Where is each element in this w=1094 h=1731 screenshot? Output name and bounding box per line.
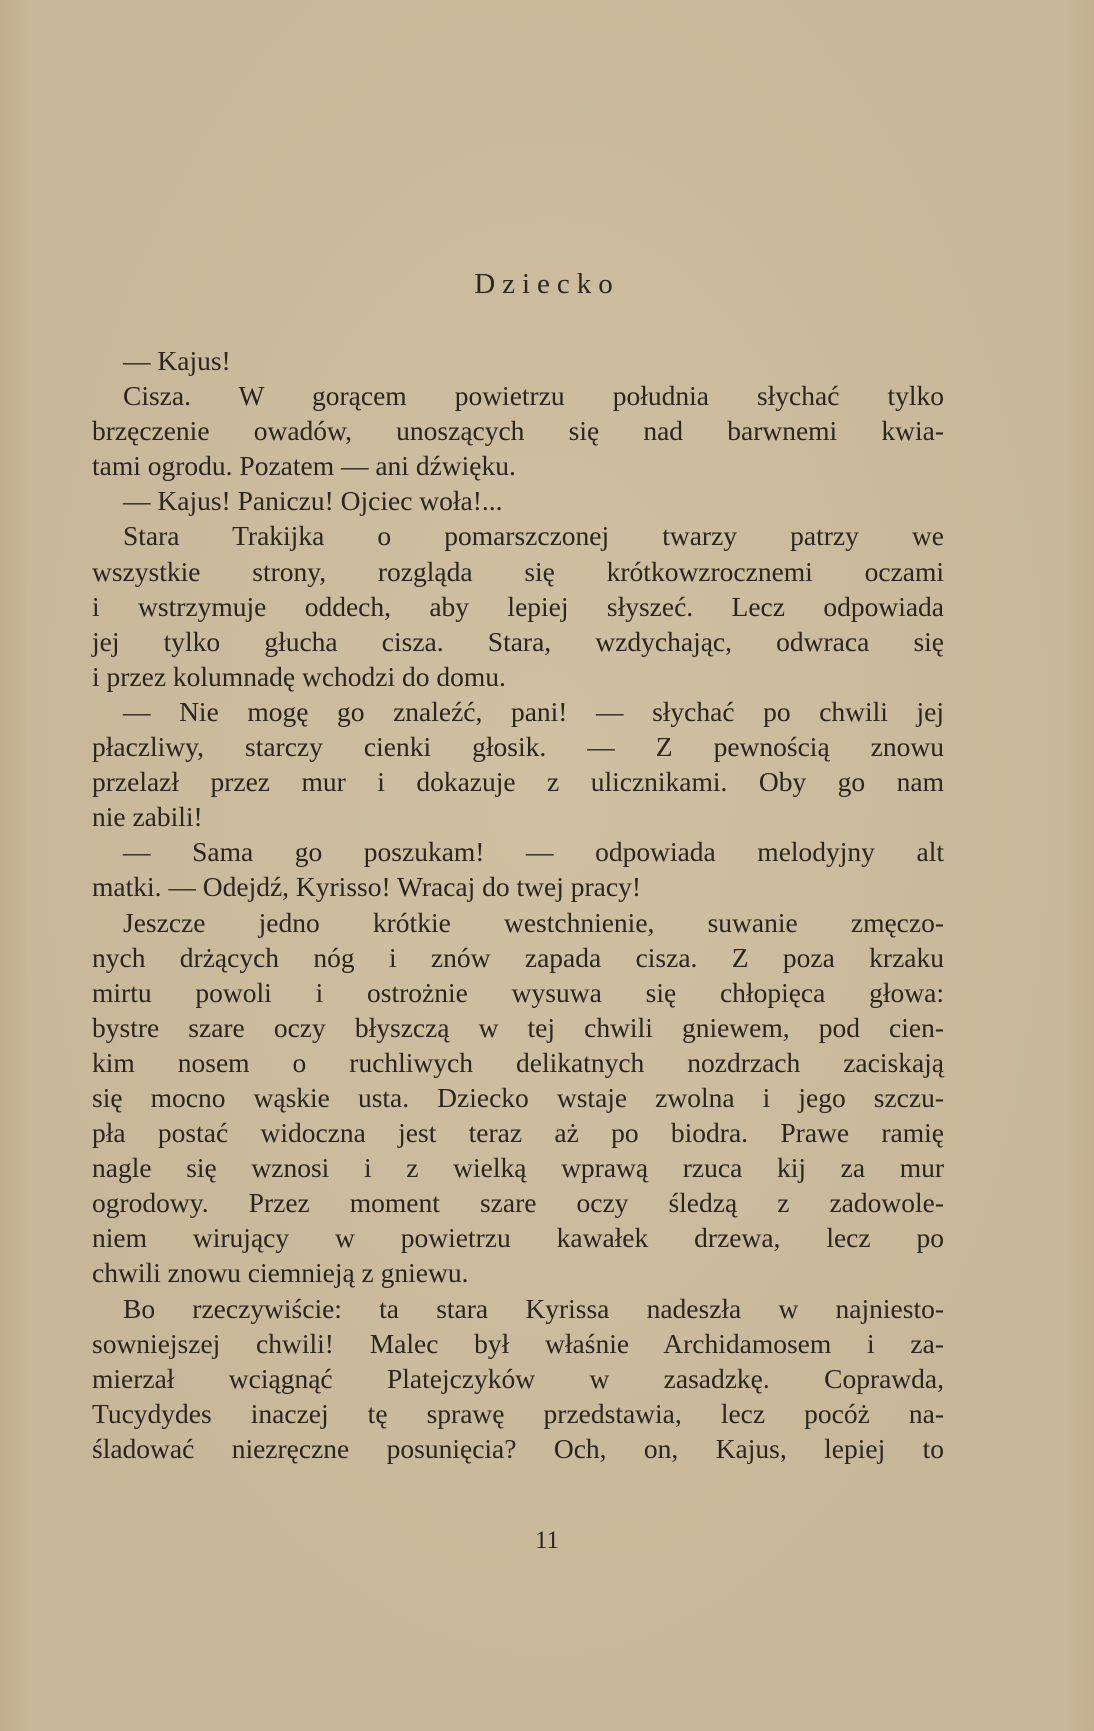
text-line: pła postać widoczna jest teraz aż po biodra. Prawe ramię (92, 1117, 944, 1149)
text-line: mierzał wciągnąć Platejczyków w zasadzkę. Coprawda, (92, 1362, 944, 1394)
text-line: jej tylko głucha cisza. Stara, wzdychając, odwraca się (92, 625, 944, 657)
text-line: i wstrzymuje oddech, aby lepiej słyszeć. Lecz odpowiada (92, 590, 944, 622)
text-line: matki. — Odejdź, Kyrisso! Wracaj do twej pracy! (92, 871, 641, 903)
text-line: tami ogrodu. Pozatem — ani dźwięku. (92, 450, 516, 482)
text-line: — Nie mogę go znaleźć, pani! — słychać po chwili jej (123, 695, 944, 727)
chapter-title: Dziecko (474, 268, 620, 300)
text-line: — Kajus! (123, 345, 231, 376)
text-line: Tucydydes inaczej tę sprawę przedstawia, lecz pocóż na- (92, 1397, 944, 1429)
text-line: nych drżących nóg i znów zapada cisza. Z poza krzaku (92, 941, 944, 973)
text-line: Jeszcze jedno krótkie westchnienie, suwanie zmęczo- (123, 906, 944, 938)
text-line: nie zabili! (92, 801, 203, 833)
text-line: chwili znowu ciemnieją z gniewu. (92, 1257, 469, 1289)
text-line: Cisza. W gorącem powietrzu południa słychać tylko (123, 380, 944, 412)
text-line: płaczliwy, starczy cienki głosik. — Z pewnością znowu (92, 731, 944, 763)
text-line: przelazł przez mur i dokazuje z ulicznikami. Oby go nam (92, 766, 944, 798)
text-line: się mocno wąskie usta. Dziecko wstaje zwolna i jego szczu- (92, 1081, 944, 1113)
text-line: nagle się wznosi i z wielką wprawą rzuca kij za mur (92, 1152, 944, 1184)
text-line: bystre szare oczy błyszczą w tej chwili gniewem, pod cien- (92, 1011, 944, 1043)
page-number: 11 (534, 1527, 560, 1554)
text-line: Bo rzeczywiście: ta stara Kyrissa nadeszła w najniesto- (123, 1292, 944, 1324)
text-line: ogrodowy. Przez moment szare oczy śledzą z zadowole- (92, 1187, 944, 1219)
text-line: niem wirujący w powietrzu kawałek drzewa, lecz po (92, 1222, 944, 1254)
text-line: brzęczenie owadów, unoszących się nad barwnemi kwia- (92, 415, 944, 447)
text-line: i przez kolumnadę wchodzi do domu. (92, 660, 506, 692)
text-line: — Kajus! Paniczu! Ojciec woła!... (123, 485, 503, 517)
text-line: — Sama go poszukam! — odpowiada melodyjny alt (123, 836, 944, 868)
text-line: Stara Trakijka o pomarszczonej twarzy patrzy we (123, 520, 944, 552)
body-text (92, 343, 944, 1466)
text-line: kim nosem o ruchliwych delikatnych nozdrzach zaciskają (92, 1046, 944, 1078)
text-line: wszystkie strony, rozgląda się krótkowzrocznemi oczami (92, 555, 944, 587)
text-line: mirtu powoli i ostrożnie wysuwa się chłopięca głowa: (92, 976, 944, 1008)
text-line: śladować niezręczne posunięcia? Och, on, Kajus, lepiej to (92, 1432, 944, 1464)
text-line: sowniejszej chwili! Malec był właśnie Archidamosem i za- (92, 1327, 944, 1359)
